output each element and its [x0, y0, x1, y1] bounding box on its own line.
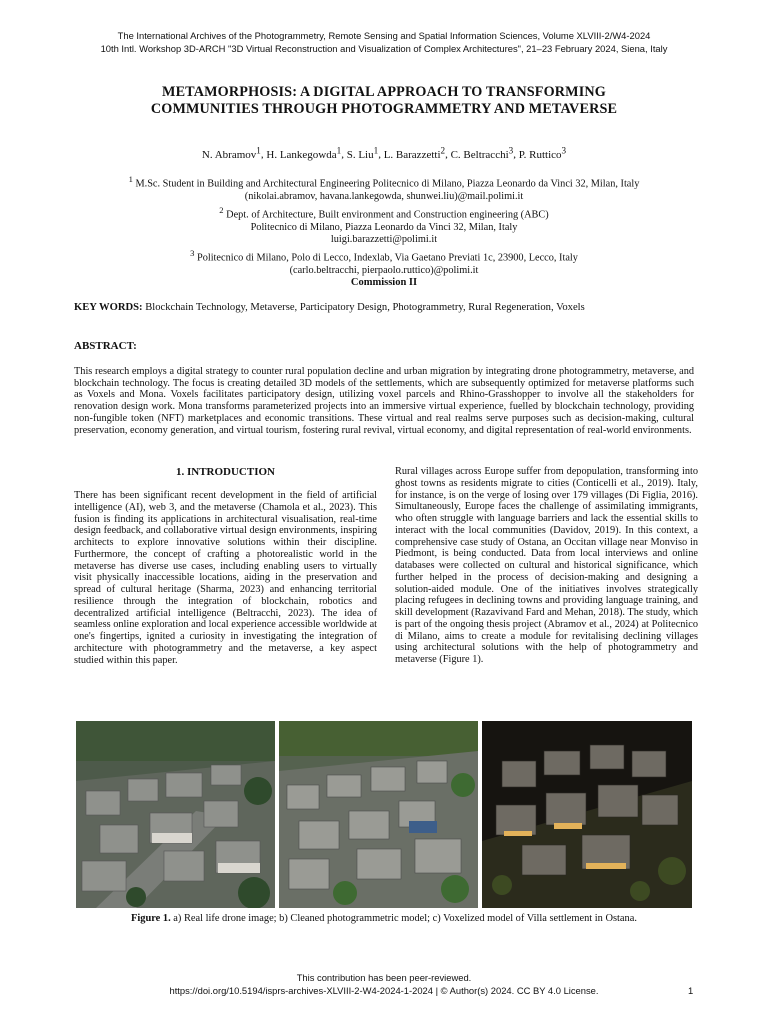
page-number: 1	[688, 985, 694, 996]
commission: Commission II	[350, 277, 418, 288]
affiliation-line: $^2$ Dept. of Architecture, Built environment and Construction engineering (ABC)	[219, 204, 549, 221]
affiliation-line: luigi.barazzetti@polimi.it	[330, 234, 438, 246]
figure-caption	[0, 913, 768, 924]
author: P. Ruttico$^3$	[518, 145, 567, 161]
author: S. Liu$^1$	[346, 145, 379, 161]
author: L. Barazzetti$^2$	[383, 145, 446, 161]
figure-1	[76, 721, 692, 908]
caption-text: a) Real life drone image; b) Cleaned photogrammetric model; c) Voxelized model of Villa settlement in Ostana.	[170, 913, 637, 924]
caption-label: Figure 1.	[131, 913, 171, 924]
intro-left-column: There has been significant recent development in the field of artificial intelligence (AI), web 3, and the metaverse (Chamola et al., 2023). This fusion is finding its applications in architectural visualisation, real-time design feedback, and collaborative virtual design environments, inspiring architects to explore innovative solutions within their discipline. Furthermore, the concept of crafting a photorealistic world in the metaverse has diverse use cases, including enabling users to virtually visit physically inaccessible locations, aiding in the preservation and spread of cultural heritage (Sharma, 2023) and enhancing territorial resilience through the integration of blockchain, robotics and decentralized artificial intelligence (Beltracchi, 2023). The idea of seamless online exploration and local experience accessible worldwide at one's fingertips, ignited a curiosity in investigating the integration of architecture with photogrammetry and the metaverse, a key aspect studied within this paper.	[74, 490, 377, 666]
voxel-model-image	[482, 721, 692, 908]
header-line-2: 10th Intl. Workshop 3D-ARCH "3D Virtual Reconstruction and Visualization of Complex Architectures", 21–23 February 2024, Siena, Italy	[100, 43, 668, 54]
keywords-text: Blockchain Technology, Metaverse, Participatory Design, Photogrammetry, Rural Regeneration, Voxels	[142, 302, 585, 313]
photogrammetric-model-image	[279, 721, 478, 908]
author-list: N. Abramov$^1$, H. Lankegowda$^1$, S. Liu$^1$, L. Barazzetti$^2$, C. Beltracchi$^3$, P. Ruttico$^3$	[201, 145, 567, 161]
section-heading: 1. INTRODUCTION	[175, 466, 275, 478]
affiliation-line: (nikolai.abramov, havana.lankegowda, shunwei.liu)@mail.polimi.it	[244, 191, 524, 203]
footer-note: This contribution has been peer-reviewed.	[296, 972, 472, 983]
paper-title	[40, 84, 728, 118]
intro-right-column: Rural villages across Europe suffer from depopulation, transforming into ghost towns as residents migrate to cities (Conticelli et al., 2019). Italy, for instance, is on the verge of losing over 179 villages (Di Figlia, 2016). Simultaneously, Europe faces the challenge of assimilating immigrants, who often struggle with language barriers and lack the essential skills to interact with the local communities (Davidov, 2019). In this context, a comprehensive case study of Ostana, an Occitan village near Monviso in Piedmont, is being conducted. Data from local interviews and online databases were collected on cultural and historical significance, which further helped in the process of decision-making and designing a solution-aided module. One of the initiatives involves strategically placing refugees in declining towns and providing language training, and skill development (Razavivand Fard and Mehan, 2018). The study, which is part of the ongoing thesis project (Abramov et al., 2024) at Politecnico di Milano, aims to create a module for revitalising declining villages using architectural solutions with the help of photogrammetry and metaverse (Figure 1).	[395, 466, 698, 665]
author: N. Abramov$^1$	[201, 145, 261, 161]
author: H. Lankegowda$^1$	[266, 145, 342, 161]
affiliation-line: (carlo.beltracchi, pierpaolo.ruttico)@polimi.it	[289, 264, 479, 276]
keywords	[74, 302, 694, 313]
affiliation-line: $^3$ Politecnico di Milano, Polo di Lecco, Indexlab, Via Gaetano Previati 1c, 23900, Lecco, Italy	[190, 247, 578, 264]
header-line-1: The International Archives of the Photogrammetry, Remote Sensing and Spatial Information Sciences, Volume XLVIII-2/W4-2024	[117, 30, 651, 41]
title-line-1: METAMORPHOSIS: A DIGITAL APPROACH TO TRANSFORMING	[162, 84, 606, 100]
affiliations	[40, 173, 728, 277]
footer-doi: https://doi.org/10.5194/isprs-archives-XLVIII-2-W4-2024-1-2024 | © Author(s) 2024. CC BY 4.0 License.	[169, 985, 599, 996]
title-line-2: COMMUNITIES THROUGH PHOTOGRAMMETRY AND METAVERSE	[150, 101, 618, 117]
abstract-body: This research employs a digital strategy to counter rural population decline and urban migration by integrating drone photogrammetry, metaverse, and blockchain technology. The focus is creating detailed 3D models of the settlements, which are subsequently optimized for metaverse platforms such as Voxels and Mona. Voxels facilitates participatory design, utilizing voxel parcels and Rhino-Grasshopper to involve all the stakeholders for renovation design work. Mona transforms parameterized projects into an immersive virtual experience, fuelled by blockchain technology, providing non-fungible token (NFT) marketplaces and economic transitions. These virtual and real realms serve purposes such as decision-making, cultural preservation, economy generation, and virtual tourism, fostering rural revival, virtual economy, and digital representation of real-world environments.	[74, 366, 694, 436]
keywords-label: KEY WORDS:	[74, 302, 143, 313]
abstract-heading: ABSTRACT:	[74, 340, 137, 352]
affiliation-line: Politecnico di Milano, Piazza Leonardo da Vinci 32, Milan, Italy	[250, 221, 518, 233]
drone-photo-image	[76, 721, 275, 908]
author: C. Beltracchi$^3$	[450, 145, 514, 161]
running-header	[0, 29, 768, 55]
affiliation-line: $^1$ M.Sc. Student in Building and Architectural Engineering Politecnico di Milano, Piazza Leonardo da Vinci 32, Milan, Italy	[128, 174, 640, 190]
